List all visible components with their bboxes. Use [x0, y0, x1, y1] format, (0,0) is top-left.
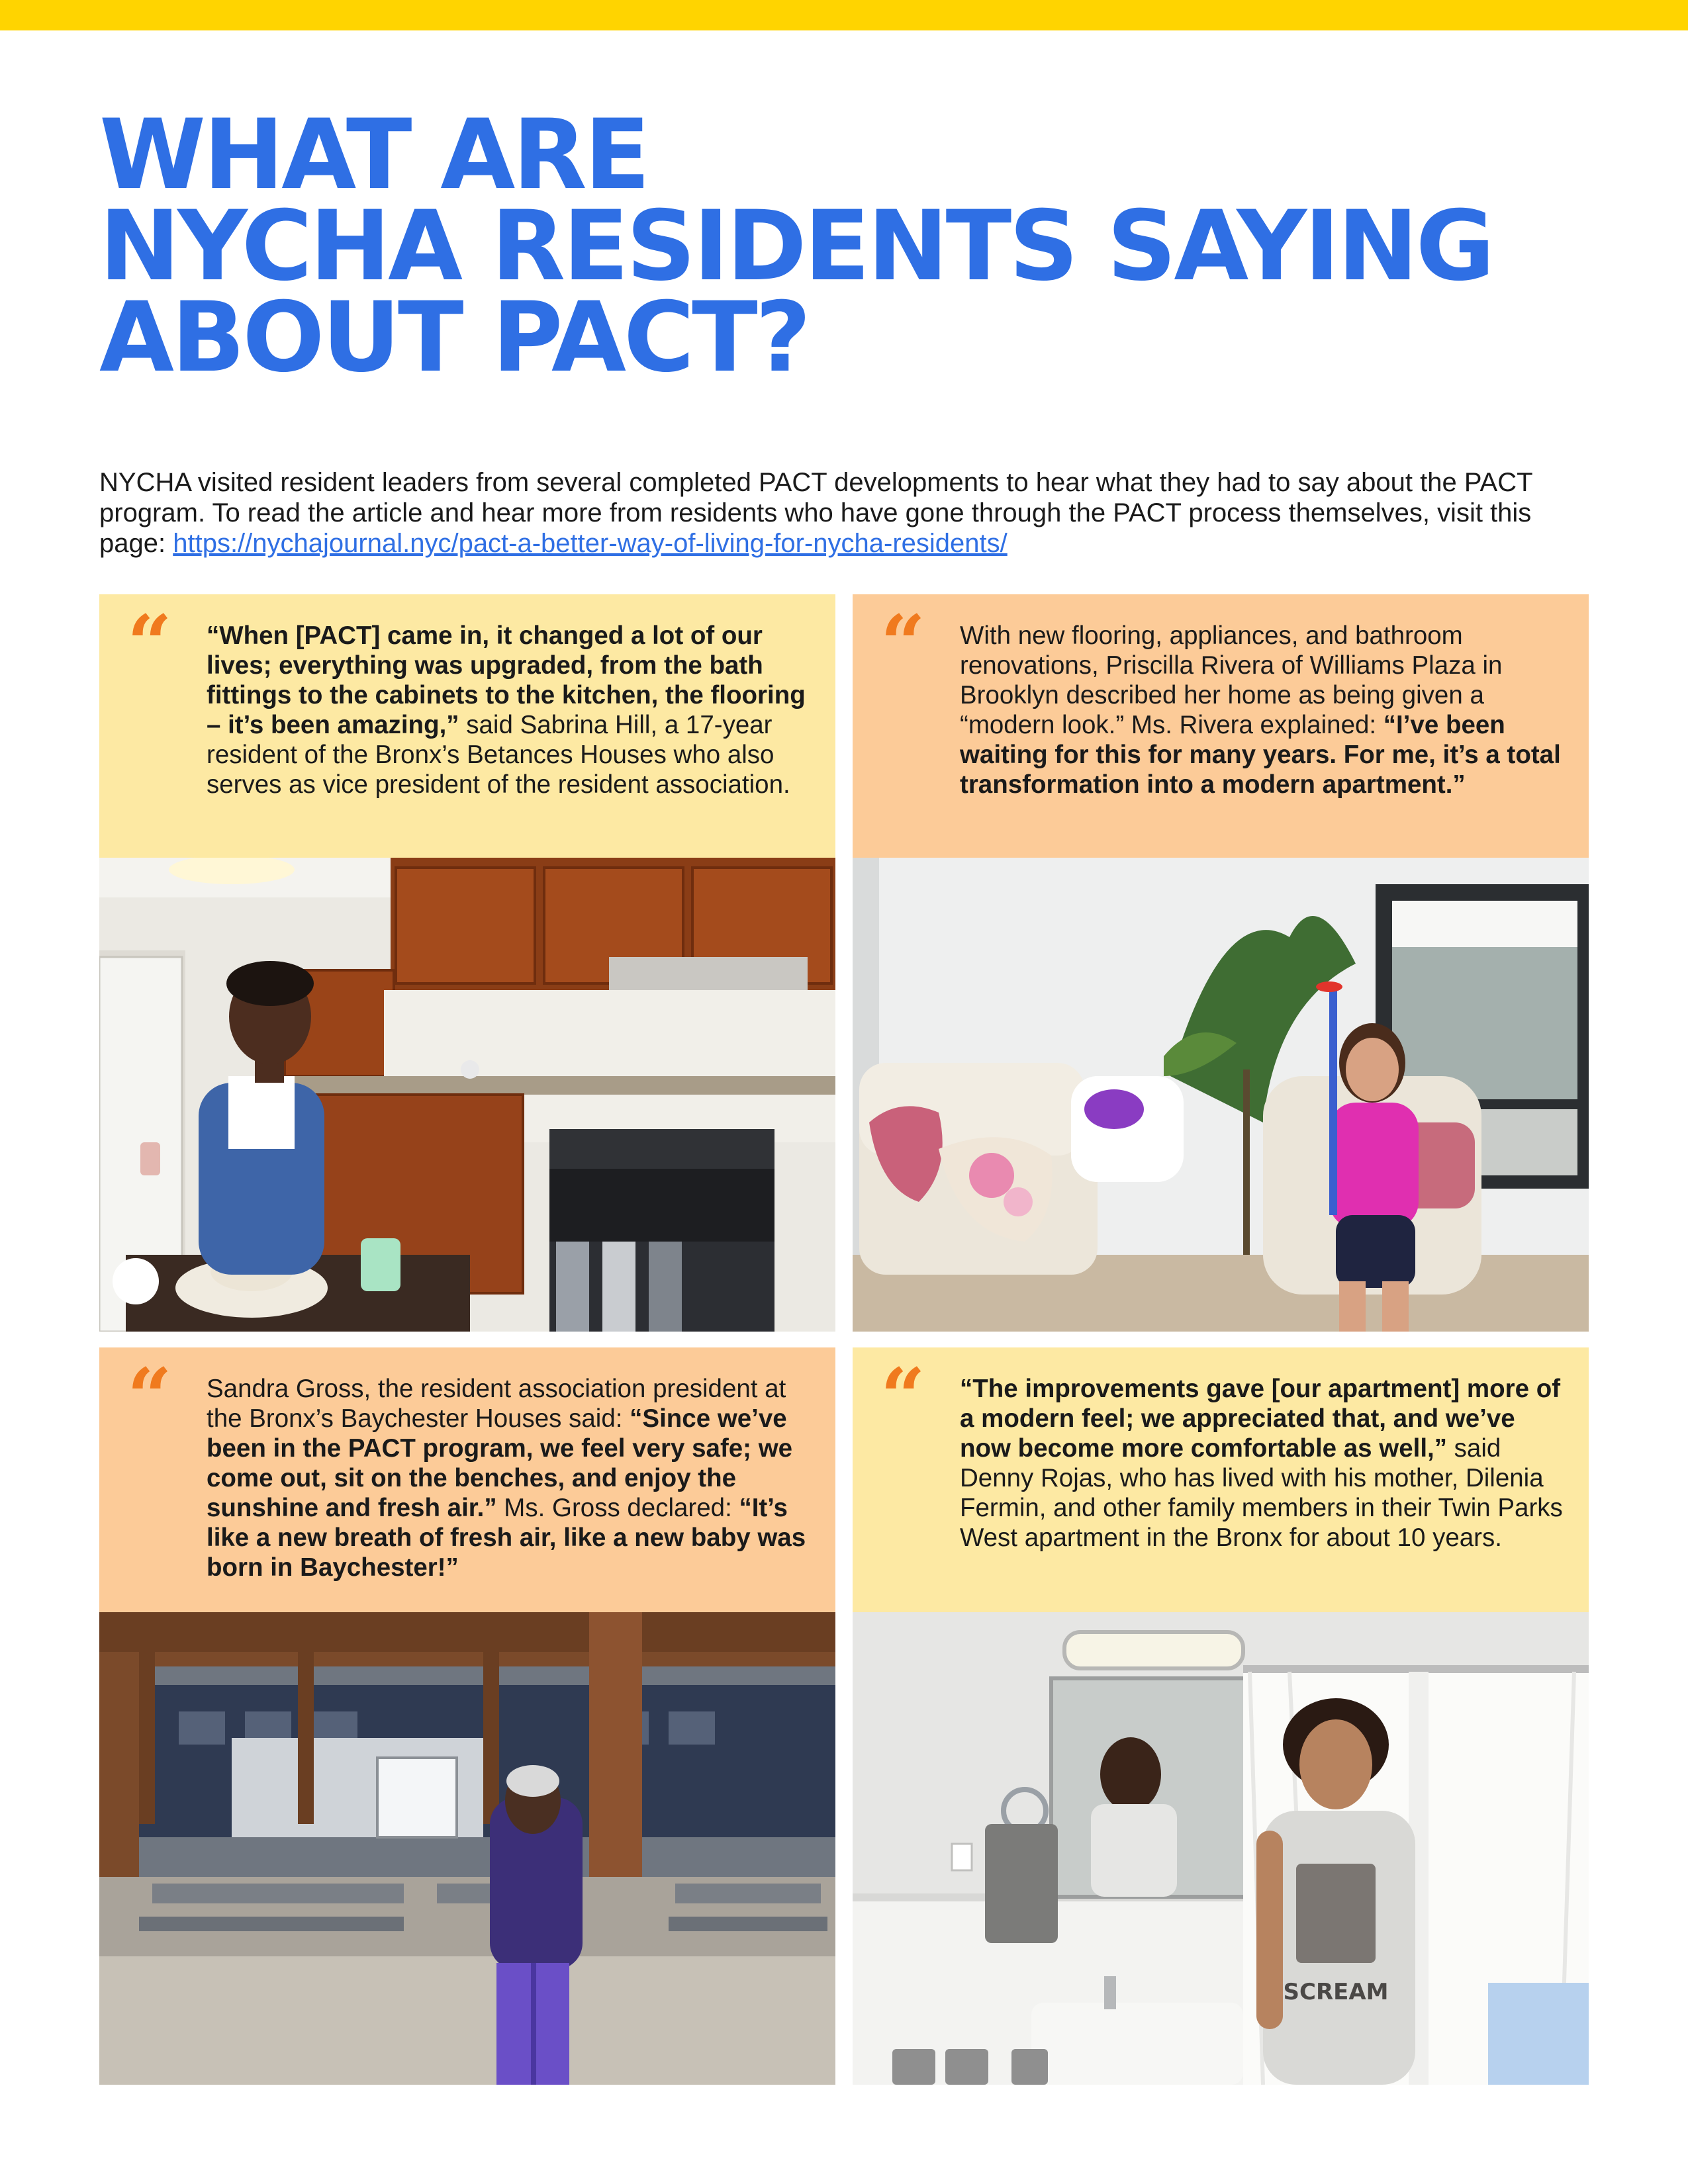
quote-mark-icon: “: [127, 598, 172, 690]
quote-attribution: said Denny Rojas, who has lived with his mother, Dilenia Fermin, and other family members in their Twin Parks West apartment in the Bronx for about 10 years.: [960, 1434, 1563, 1552]
quote-box: [853, 1347, 1589, 1612]
quote-box: [99, 594, 835, 858]
headline-line-3: ABOUT PACT?: [99, 281, 809, 394]
intro-paragraph: [99, 467, 1595, 559]
article-link[interactable]: https://nychajournal.nyc/pact-a-better-way-of-living-for-nycha-residents/: [173, 529, 1008, 558]
photo-bathroom-resident: [853, 1612, 1589, 2085]
testimonial-panel-priscilla-rivera: [853, 594, 1589, 1332]
quote-text: [207, 621, 810, 799]
quote-bold: “I’ve been waiting for this for many years. For me, it’s a total transformation into a modern apartment.”: [960, 711, 1561, 799]
quote-attribution-2: Ms. Gross declared:: [496, 1494, 739, 1522]
quote-mark-icon: “: [127, 1351, 172, 1443]
page-headline: [99, 99, 1622, 394]
top-yellow-bar: [0, 0, 1688, 30]
quote-box: [99, 1347, 835, 1612]
quote-bold: “The improvements gave [our apartment] more of a modern feel; we appreciated that, and we’ve now become more comfortable as well,”: [960, 1375, 1561, 1463]
photo-pergola-resident: [99, 1612, 835, 2085]
quote-bold: “Since we’ve been in the PACT program, we feel very safe; we come out, sit on the benches, and enjoy the sunshine and fresh air.”: [207, 1404, 793, 1522]
photo-living-room-resident: [853, 858, 1589, 1332]
headline-line-1: WHAT ARE: [99, 99, 648, 211]
quote-mark-icon: “: [880, 1351, 925, 1443]
intro-text: NYCHA visited resident leaders from several completed PACT developments to hear what they had to say about the PACT program. To read the article and hear more from residents who have gone through the PACT process themselves, visit this page:: [99, 468, 1532, 558]
quote-bold: “When [PACT] came in, it changed a lot of our lives; everything was upgraded, from the bath fittings to the cabinets to the kitchen, the flooring – it’s been amazing,”: [207, 621, 806, 739]
headline-line-2: NYCHA RESIDENTS SAYING: [99, 190, 1493, 302]
quote-attribution: said Sabrina Hill, a 17-year resident of the Bronx’s Betances Houses who also serves as vice president of the resident association.: [207, 711, 790, 799]
quote-box: [853, 594, 1589, 858]
quote-bold-2: “It’s like a new breath of fresh air, like a new baby was born in Baychester!”: [207, 1494, 806, 1582]
testimonial-panel-sabrina-hill: [99, 594, 835, 1332]
shirt-text: SCREAM: [1283, 1979, 1389, 2005]
quote-text: [960, 621, 1564, 799]
quote-attribution: Sandra Gross, the resident association president at the Bronx’s Baychester Houses said:: [207, 1375, 786, 1433]
testimonial-panel-denny-rojas: [853, 1347, 1589, 2085]
quote-mark-icon: “: [880, 598, 925, 690]
quote-text: [207, 1374, 810, 1582]
testimonial-panel-sandra-gross: [99, 1347, 835, 2085]
quote-attribution: With new flooring, appliances, and bathroom renovations, Priscilla Rivera of Williams Plaza in Brooklyn described her home as being given a “modern look.” Ms. Rivera explained:: [960, 621, 1503, 739]
photo-kitchen-resident: [99, 858, 835, 1332]
quote-text: [960, 1374, 1564, 1553]
